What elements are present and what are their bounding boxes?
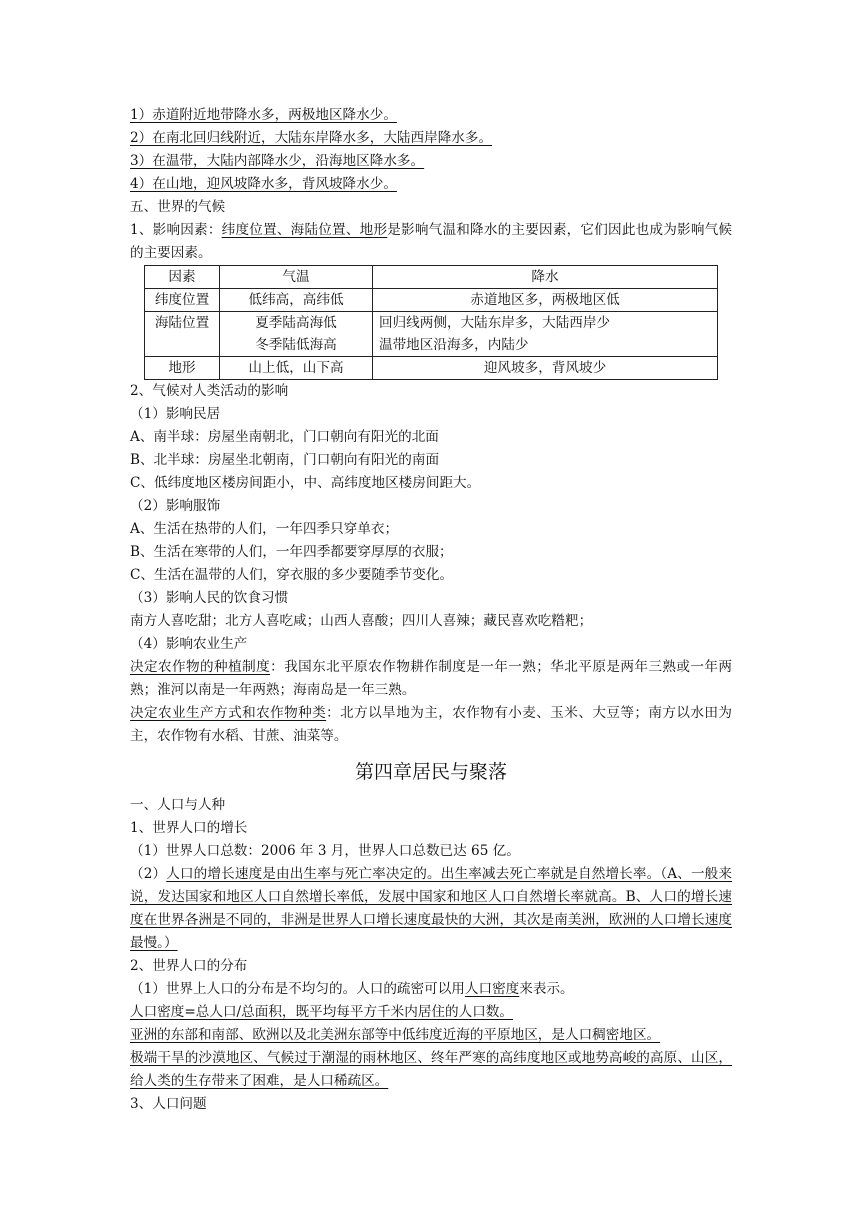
table-cell-temp — [220, 312, 373, 357]
precip-line-4: 4）在山地，迎风坡降水多，背风坡降水少。 — [130, 176, 397, 192]
factor-underlined: 纬度位置、海陆位置、地形 — [221, 222, 388, 238]
clothing-heading: （2）影响服饰 — [130, 498, 221, 514]
dense-regions: 亚洲的东部和南部、欧洲以及北美洲东部等中低纬度近海的平原地区，是人口稠密地区。 — [130, 1027, 661, 1043]
agri1-underlined: 决定农作物的种植制度 — [130, 659, 271, 675]
impact-heading: 2、气候对人类活动的影响 — [130, 383, 289, 399]
agri2-underlined: 决定农业生产方式和农作物种类 — [130, 705, 327, 721]
agri1-rest: ：我国东北平原农作物耕作制度是一年一熟；华北平原是两年三熟或一年两熟；淮河以南是一年两熟；海南岛是一年三熟。 — [130, 659, 733, 698]
growth-paragraph — [130, 863, 732, 955]
factor-rest: 是影响气温和降水的主要因素，它们因此也成为影响气候的主要因素。 — [130, 222, 733, 261]
chapter-title: 第四章居民与聚落 — [354, 761, 507, 783]
agri-paragraph-2 — [130, 702, 732, 748]
agri2-rest: ：北方以旱地为主，农作物有小麦、玉米、大豆等；南方以水田为主，农作物有水稻、甘蔗、油菜等。 — [130, 705, 733, 744]
subsection-heading: 2、世界人口的分布 — [130, 958, 248, 974]
density-definition: 人口密度=总人口/总面积，既平均每平方千米内居住的人口数。 — [130, 1004, 513, 1020]
distribution-prefix: （1）世界上人口的分布是不均匀的。人口的疏密可以用 — [130, 981, 465, 997]
distribution-suffix: 来表示。 — [519, 981, 574, 997]
climate-heading: 五、世界的气候 — [130, 199, 226, 215]
density-term: 人口密度 — [464, 981, 520, 997]
table-cell-rain: 赤道地区多，两极地区低 — [373, 289, 718, 312]
table-cell-temp-line: 冬季陆低海高 — [255, 337, 337, 353]
precip-line-1: 1）赤道附近地带降水多，两极地区降水少。 — [130, 107, 397, 123]
subsection-heading: 1、世界人口的增长 — [130, 820, 248, 836]
precip-line-2: 2）在南北回归线附近，大陆东岸降水多，大陆西岸降水多。 — [130, 130, 493, 146]
housing-item: A、南半球：房屋坐南朝北，门口朝向有阳光的北面 — [130, 429, 439, 445]
diet-text: 南方人喜吃甜；北方人喜吃咸；山西人喜酸；四川人喜辣；藏民喜欢吃糌粑； — [130, 613, 593, 629]
table-cell-temp: 山上低，山下高 — [220, 357, 373, 380]
table-cell-temp-line: 夏季陆高海低 — [255, 315, 337, 331]
table-header-temp: 气温 — [220, 266, 373, 289]
climate-factor-table — [144, 265, 718, 380]
growth-prefix: （2） — [130, 866, 167, 882]
clothing-item: C、生活在温带的人们，穿衣服的多少要随季节变化。 — [130, 567, 454, 583]
climate-factors — [130, 219, 732, 265]
housing-heading: （1）影响民居 — [130, 406, 221, 422]
table-cell-temp: 低纬高，高纬低 — [220, 289, 373, 312]
table-cell-factor: 地形 — [145, 357, 220, 380]
table-header-rain: 降水 — [373, 266, 718, 289]
sparse-regions: 极端干旱的沙漠地区、气候过于潮湿的雨林地区、终年严寒的高纬度地区或地势高峻的高原、山区，给人类的生存带来了困难，是人口稀疏区。 — [130, 1050, 732, 1089]
table-cell-rain — [373, 312, 718, 357]
subsection-heading: 3、人口问题 — [130, 1096, 207, 1112]
section-heading: 一、人口与人种 — [130, 797, 226, 813]
table-header-factor: 因素 — [145, 266, 220, 289]
document-page — [130, 104, 732, 1116]
agri-paragraph-1 — [130, 656, 732, 702]
factor-prefix: 1、影响因素： — [130, 222, 222, 238]
table-cell-rain: 迎风坡多，背风坡少 — [373, 357, 718, 380]
agri-heading: （4）影响农业生产 — [130, 636, 248, 652]
clothing-item: B、生活在寒带的人们，一年四季都要穿厚厚的衣服； — [130, 544, 453, 560]
precip-line-3: 3）在温带，大陆内部降水少，沿海地区降水多。 — [130, 153, 425, 169]
growth-underlined: 人口的增长速度是由出生率与死亡率决定的。出生率减去死亡率就是自然增长率。（A、一般来说，发达国家和地区人口自然增长率低，发展中国家和地区人口自然增长率就高。B、人口的增长速度在世界各洲是不同的，非洲是世界人口增长速度最快的大洲，其次是南美洲，欧洲的人口增长速度最慢。） — [130, 866, 732, 951]
table-cell-rain-line: 回归线两侧，大陆东岸多，大陆西岸少 — [379, 315, 611, 331]
clothing-item: A、生活在热带的人们，一年四季只穿单衣； — [130, 521, 399, 537]
distribution-paragraph — [130, 978, 732, 1001]
table-cell-factor: 海陆位置 — [145, 312, 220, 357]
diet-heading: （3）影响人民的饮食习惯 — [130, 590, 289, 606]
housing-item: B、北半球：房屋坐北朝南，门口朝向有阳光的南面 — [130, 452, 440, 468]
housing-item: C、低纬度地区楼房间距小，中、高纬度地区楼房间距大。 — [130, 475, 481, 491]
table-cell-rain-line: 温带地区沿海多，内陆少 — [379, 337, 529, 353]
population-total: （1）世界人口总数：2006 年 3 月，世界人口总数已达 65 亿。 — [130, 843, 520, 859]
table-cell-factor: 纬度位置 — [145, 289, 220, 312]
